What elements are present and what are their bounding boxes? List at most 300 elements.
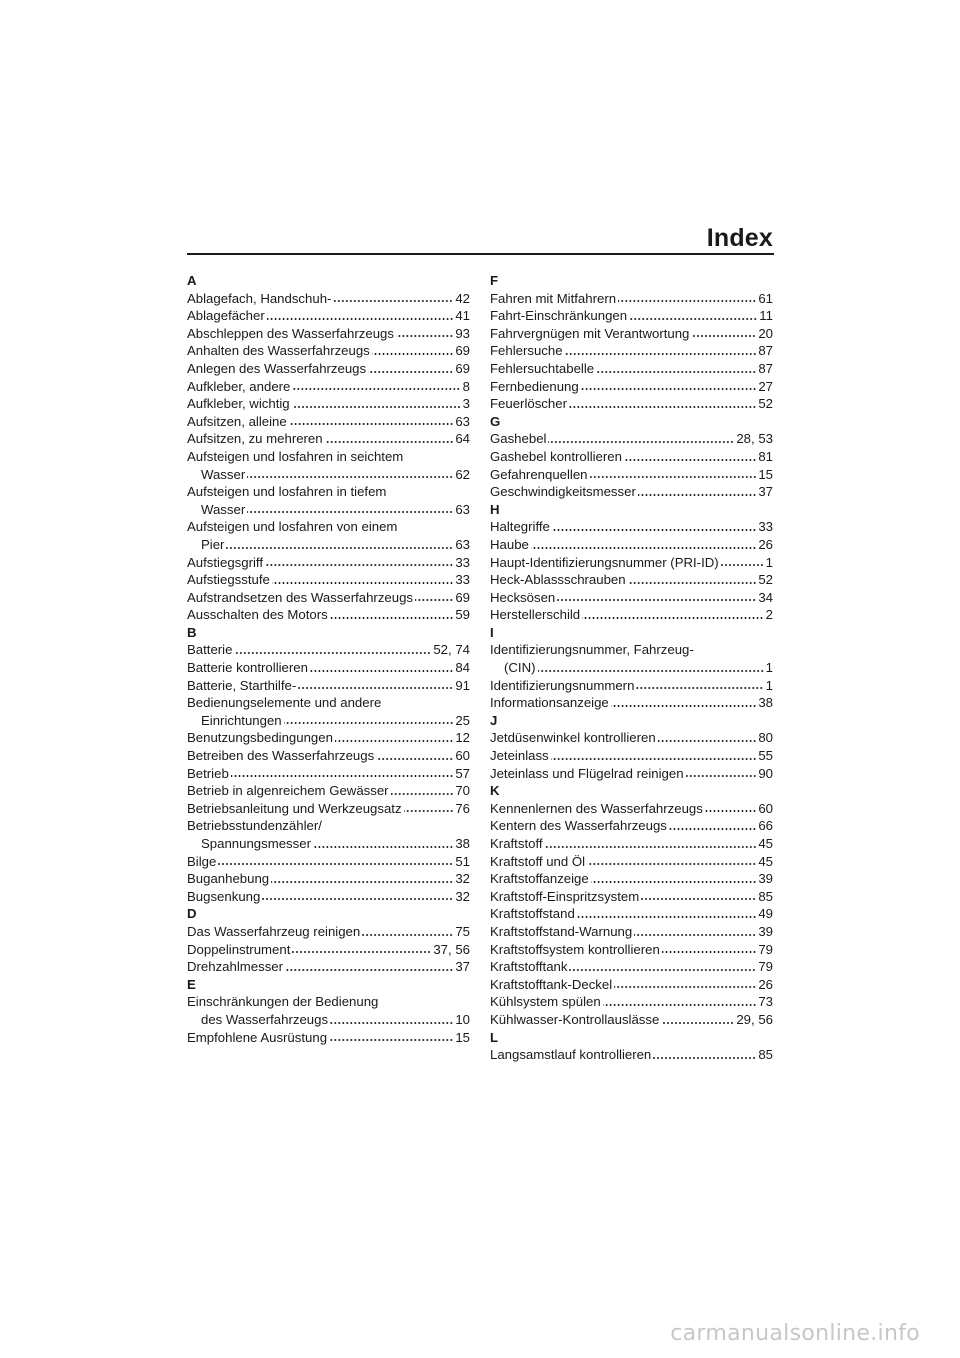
index-page-ref: 38 — [455, 836, 470, 851]
index-page-ref: 29, 56 — [736, 1011, 773, 1027]
index-page-ref: 49 — [758, 906, 773, 922]
index-page-ref: 61 — [758, 290, 773, 306]
dot-leader — [569, 405, 756, 409]
index-page-ref: 37 — [758, 484, 773, 500]
index-term: Aufsitzen, alleine — [187, 413, 287, 429]
index-entry — [490, 378, 773, 396]
index-term: Kennenlernen des Wasserfahrzeugs — [490, 800, 703, 816]
index-entry — [187, 782, 470, 800]
dot-leader — [247, 510, 453, 514]
index-term: Anlegen des Wasserfahrzeugs — [187, 360, 367, 376]
index-page-ref: 69 — [455, 589, 470, 605]
index-page-ref: 91 — [455, 677, 470, 693]
index-letter-heading: J — [490, 712, 498, 728]
index-letter-heading: K — [490, 783, 500, 799]
index-entry — [187, 800, 470, 818]
index-entry — [490, 800, 773, 818]
index-term: Betreiben des Wasserfahrzeugs — [187, 748, 375, 764]
dot-leader — [335, 739, 453, 743]
dot-leader — [661, 1021, 734, 1025]
index-term: Geschwindigkeitsmesser — [490, 484, 636, 500]
index-entry — [187, 659, 470, 677]
index-term: Abschleppen des Wasserfahrzeugs — [187, 325, 394, 341]
index-page-ref: 87 — [758, 360, 773, 376]
dot-leader — [298, 686, 453, 690]
dot-leader — [285, 968, 453, 972]
index-entry — [187, 765, 470, 783]
index-term: Kraftstoffstand-Warnung — [490, 923, 633, 939]
index-page-ref: 87 — [758, 343, 773, 359]
index-page-ref: 25 — [455, 712, 470, 728]
index-entry — [490, 870, 773, 888]
index-entry — [187, 571, 470, 589]
index-term: Betriebsanleitung und Werkzeugsatz — [187, 800, 402, 816]
index-entry — [490, 307, 773, 325]
dot-leader — [271, 880, 453, 884]
index-entry — [490, 747, 773, 765]
index-term: Bilge — [187, 853, 217, 869]
dot-leader — [415, 598, 453, 602]
dot-leader — [292, 950, 431, 954]
dot-leader — [292, 387, 460, 391]
index-term: Haltegriffe — [490, 519, 550, 535]
index-term: Buganhebung — [187, 871, 270, 887]
index-page-ref: 85 — [758, 888, 773, 904]
index-page-ref: 33 — [758, 519, 773, 535]
dot-leader — [591, 880, 757, 884]
index-term: Betrieb — [187, 765, 229, 781]
index-letter-heading: A — [187, 273, 197, 288]
index-entry — [490, 817, 773, 835]
dot-leader — [376, 757, 453, 761]
index-entry — [187, 378, 470, 396]
index-page-ref: 64 — [455, 431, 470, 447]
index-term: Identifizierungsnummer, Fahrzeug- — [490, 642, 694, 658]
index-entry — [490, 888, 773, 906]
index-entry — [490, 941, 773, 959]
index-page-ref: 73 — [758, 994, 773, 1010]
index-entry — [187, 413, 470, 431]
dot-leader — [292, 405, 461, 409]
index-term-continuation: Wasser — [201, 501, 246, 517]
dot-leader — [545, 845, 757, 849]
index-page-ref: 37, 56 — [433, 941, 470, 957]
index-entry — [490, 589, 773, 607]
index-term: Das Wasserfahrzeug reinigen — [187, 923, 361, 939]
dot-leader — [262, 897, 453, 901]
index-page-ref: 10 — [455, 1011, 470, 1027]
dot-leader — [310, 669, 453, 673]
index-entry — [490, 641, 773, 676]
dot-leader — [551, 757, 757, 761]
index-entry — [490, 536, 773, 554]
dot-leader — [628, 581, 757, 585]
index-term: Fahrt-Einschränkungen — [490, 308, 628, 324]
index-page-ref: 2 — [765, 607, 773, 623]
index-term: Kühlsystem spülen — [490, 994, 601, 1010]
index-term-continuation: Wasser — [201, 466, 246, 482]
dot-leader — [596, 370, 756, 374]
index-column-left — [187, 272, 470, 1046]
index-entry — [187, 729, 470, 747]
index-page-ref: 52 — [758, 396, 773, 412]
index-page-ref: 66 — [758, 818, 773, 834]
index-term: Batterie, Starthilfe- — [187, 677, 297, 693]
index-page-ref: 55 — [758, 748, 773, 764]
dot-leader — [333, 299, 453, 303]
index-term: Ausschalten des Motors — [187, 607, 328, 623]
index-term: Kraftstoffanzeige — [490, 871, 589, 887]
index-entry — [490, 993, 773, 1011]
index-page-ref: 37 — [455, 959, 470, 975]
dot-leader — [267, 317, 454, 321]
dot-leader — [396, 334, 453, 338]
index-page-ref: 93 — [455, 325, 470, 341]
dot-leader — [218, 862, 453, 866]
dot-leader — [638, 493, 756, 497]
index-letter-heading: F — [490, 273, 499, 288]
dot-leader — [313, 845, 453, 849]
index-entry — [490, 325, 773, 343]
index-entry — [187, 325, 470, 343]
index-entry — [187, 589, 470, 607]
index-term: Kraftstofftank-Deckel — [490, 976, 613, 992]
dot-leader — [581, 387, 757, 391]
index-entry — [187, 430, 470, 448]
dot-leader — [325, 440, 454, 444]
index-entry — [490, 554, 773, 572]
dot-leader — [705, 809, 756, 813]
index-page-ref: 1 — [765, 554, 773, 570]
dot-leader — [669, 827, 756, 831]
dot-leader — [231, 774, 454, 778]
index-term: Aufkleber, wichtig — [187, 396, 290, 412]
index-term: Kraftstoffstand — [490, 906, 575, 922]
index-term: Aufsteigen und losfahren von einem — [187, 519, 398, 535]
index-entry — [490, 360, 773, 378]
index-entry — [187, 395, 470, 413]
index-page-ref: 45 — [758, 836, 773, 851]
index-entry — [490, 448, 773, 466]
index-page-ref: 27 — [758, 378, 773, 394]
dot-leader — [577, 915, 757, 919]
dot-leader — [362, 933, 453, 937]
index-page-ref: 51 — [455, 853, 470, 869]
index-page-ref: 59 — [455, 607, 470, 623]
dot-leader — [247, 475, 453, 479]
dot-leader — [404, 809, 454, 813]
index-term: Fehlersuchtabelle — [490, 360, 595, 376]
dot-leader — [548, 440, 734, 444]
index-entry — [187, 677, 470, 695]
dot-leader — [284, 721, 454, 725]
dot-leader — [569, 968, 756, 972]
index-entry — [490, 765, 773, 783]
index-entry — [187, 290, 470, 308]
index-entry — [490, 571, 773, 589]
index-entry — [490, 694, 773, 712]
index-term: Kraftstoffsystem kontrollieren — [490, 941, 660, 957]
index-page-ref: 60 — [455, 748, 470, 764]
index-entry — [490, 606, 773, 624]
index-entry — [187, 694, 470, 729]
index-entry — [187, 870, 470, 888]
index-term: Bedienungselemente und andere — [187, 695, 382, 711]
index-term: Jetdüsenwinkel kontrollieren — [490, 730, 656, 746]
index-term: Aufstiegsstufe — [187, 572, 270, 588]
index-term: Kraftstoff-Einspritzsystem — [490, 888, 640, 904]
index-page-ref: 85 — [758, 1047, 773, 1063]
dot-leader — [662, 950, 757, 954]
index-page-ref: 42 — [455, 290, 470, 306]
index-entry — [187, 1029, 470, 1047]
index-entry — [187, 888, 470, 906]
dot-leader — [629, 317, 757, 321]
index-term: Langsamstlauf kontrollieren — [490, 1047, 652, 1063]
index-term: Batterie — [187, 642, 233, 658]
index-page-ref: 8 — [462, 378, 470, 394]
page-title: Index — [706, 224, 773, 252]
index-entry — [490, 518, 773, 536]
index-entry — [490, 1011, 773, 1029]
index-term: Kentern des Wasserfahrzeugs — [490, 818, 667, 834]
dot-leader — [272, 581, 453, 585]
index-term-continuation: Pier — [201, 536, 225, 552]
index-term: Ablagefächer — [187, 308, 265, 324]
dot-leader — [226, 546, 453, 550]
dot-leader — [641, 897, 756, 901]
index-page-ref: 60 — [758, 800, 773, 816]
watermark: carmanualsonline.info — [670, 1321, 920, 1346]
index-page-ref: 28, 53 — [736, 431, 773, 447]
title-rule — [187, 253, 774, 255]
index-page-ref: 62 — [455, 466, 470, 482]
index-term-continuation: (CIN) — [504, 660, 536, 676]
index-page-ref: 63 — [455, 536, 470, 552]
index-entry — [490, 905, 773, 923]
index-term: Jeteinlass — [490, 748, 549, 764]
index-term: Jeteinlass und Flügelrad reinigen — [490, 765, 684, 781]
index-term: Aufsitzen, zu mehreren — [187, 431, 323, 447]
index-term: Gashebel — [490, 431, 547, 447]
index-column-right — [490, 272, 773, 1064]
index-page-ref: 52, 74 — [433, 642, 470, 658]
dot-leader — [658, 739, 757, 743]
index-term-continuation: Einrichtungen — [201, 712, 282, 728]
index-entry — [187, 360, 470, 378]
index-page-ref: 41 — [455, 308, 470, 324]
index-term: Benutzungsbedingungen — [187, 730, 333, 746]
index-page-ref: 90 — [758, 765, 773, 781]
index-term: Einschränkungen der Bedienung — [187, 994, 379, 1010]
index-page-ref: 15 — [455, 1029, 470, 1045]
index-entry — [187, 958, 470, 976]
index-term: Aufstrandsetzen des Wasserfahrzeugs — [187, 589, 414, 605]
dot-leader — [265, 563, 453, 567]
index-entry — [490, 483, 773, 501]
index-entry — [490, 395, 773, 413]
index-entry — [490, 1046, 773, 1064]
index-term: Informationsanzeige — [490, 695, 609, 711]
index-term: Betriebsstundenzähler/ — [187, 818, 322, 834]
index-term: Kraftstoff und Öl — [490, 853, 586, 869]
index-page-ref: 1 — [765, 677, 773, 693]
dot-leader — [691, 334, 756, 338]
index-term: Hecksösen — [490, 589, 556, 605]
index-entry — [187, 747, 470, 765]
index-page-ref: 69 — [455, 343, 470, 359]
index-page-ref: 79 — [758, 941, 773, 957]
index-page-ref: 33 — [455, 572, 470, 588]
index-letter-heading: L — [490, 1029, 499, 1045]
index-term: Gashebel kontrollieren — [490, 448, 622, 464]
index-entry — [490, 976, 773, 994]
index-term: Drehzahlmesser — [187, 959, 284, 975]
index-entry — [187, 448, 470, 483]
index-entry — [187, 342, 470, 360]
dot-leader — [636, 686, 763, 690]
index-term: Kraftstofftank — [490, 959, 568, 975]
index-entry — [490, 430, 773, 448]
dot-leader — [603, 1003, 757, 1007]
dot-leader — [614, 985, 756, 989]
dot-leader — [618, 299, 756, 303]
index-term: Aufstiegsgriff — [187, 554, 263, 570]
index-letter-heading: G — [490, 413, 501, 429]
dot-leader — [531, 546, 756, 550]
index-page-ref: 57 — [455, 765, 470, 781]
dot-leader — [234, 651, 431, 655]
index-term: Doppelinstrument — [187, 941, 291, 957]
dot-leader — [624, 458, 756, 462]
index-term: Ablagefach, Handschuh- — [187, 290, 332, 306]
index-term-continuation: Spannungsmesser — [201, 836, 311, 851]
dot-leader — [330, 1021, 453, 1025]
index-page-ref: 33 — [455, 554, 470, 570]
index-letter-heading: E — [187, 976, 196, 992]
index-term: Batterie kontrollieren — [187, 660, 308, 676]
index-entry — [187, 941, 470, 959]
index-entry — [187, 518, 470, 553]
index-page-ref: 20 — [758, 325, 773, 341]
index-term: Bugsenkung — [187, 888, 261, 904]
index-term: Fehlersuche — [490, 343, 563, 359]
index-term: Fahrvergnügen mit Verantwortung — [490, 325, 690, 341]
index-page-ref: 26 — [758, 976, 773, 992]
index-page-ref: 39 — [758, 923, 773, 939]
index-page-ref: 32 — [455, 871, 470, 887]
index-entry — [490, 958, 773, 976]
index-page-ref: 69 — [455, 360, 470, 376]
dot-leader — [330, 616, 454, 620]
index-term: Aufkleber, andere — [187, 378, 291, 394]
index-page-ref: 63 — [455, 413, 470, 429]
dot-leader — [538, 669, 764, 673]
index-term: Empfohlene Ausrüstung — [187, 1029, 328, 1045]
index-entry — [490, 466, 773, 484]
index-page-ref: 12 — [455, 730, 470, 746]
index-page-ref: 1 — [765, 660, 773, 676]
index-term: Kühlwasser-Kontrollauslässe — [490, 1011, 660, 1027]
index-page-ref: 75 — [455, 923, 470, 939]
index-entry — [187, 641, 470, 659]
index-term: Aufsteigen und losfahren in tiefem — [187, 484, 387, 500]
dot-leader — [552, 528, 756, 532]
dot-leader — [391, 792, 454, 796]
index-term: Fernbedienung — [490, 378, 579, 394]
index-term: Haube — [490, 536, 529, 552]
index-letter-heading: I — [490, 624, 494, 640]
index-page-ref: 32 — [455, 888, 470, 904]
index-page-ref: 26 — [758, 536, 773, 552]
index-entry — [187, 554, 470, 572]
index-page-ref: 15 — [758, 466, 773, 482]
index-term: Aufsteigen und losfahren in seichtem — [187, 448, 404, 464]
index-entry — [490, 729, 773, 747]
index-entry — [490, 290, 773, 308]
dot-leader — [686, 774, 757, 778]
index-term: Anhalten des Wasserfahrzeugs — [187, 343, 370, 359]
index-entry — [490, 835, 773, 853]
index-term: Fahren mit Mitfahrern — [490, 290, 617, 306]
index-term: Herstellerschild — [490, 607, 581, 623]
index-term: Betrieb in algenreichem Gewässer — [187, 783, 389, 799]
index-entry — [490, 677, 773, 695]
dot-leader — [329, 1038, 453, 1042]
index-letter-heading: D — [187, 906, 197, 922]
index-page-ref: 70 — [455, 783, 470, 799]
index-page-ref: 11 — [759, 308, 773, 324]
dot-leader — [634, 933, 756, 937]
index-page-ref: 80 — [758, 730, 773, 746]
index-page-ref: 3 — [462, 396, 470, 412]
index-entry — [187, 483, 470, 518]
dot-leader — [372, 352, 454, 356]
index-entry — [187, 923, 470, 941]
dot-leader — [565, 352, 757, 356]
index-letter-heading: B — [187, 624, 197, 640]
index-entry — [187, 993, 470, 1028]
index-page-ref: 38 — [758, 695, 773, 711]
dot-leader — [289, 422, 454, 426]
index-term: Haupt-Identifizierungsnummer (PRI-ID) — [490, 554, 719, 570]
index-page-ref: 79 — [758, 959, 773, 975]
index-term: Kraftstoff — [490, 836, 543, 851]
dot-leader — [587, 862, 756, 866]
index-letter-heading: H — [490, 501, 500, 517]
index-page-ref: 81 — [758, 448, 773, 464]
dot-leader — [368, 370, 453, 374]
index-page-ref: 84 — [455, 660, 470, 676]
dot-leader — [582, 616, 764, 620]
index-term: Heck-Ablassschrauben — [490, 572, 626, 588]
index-term: Gefahrenquellen — [490, 466, 588, 482]
index-page-ref: 45 — [758, 853, 773, 869]
dot-leader — [721, 563, 764, 567]
dot-leader — [590, 475, 757, 479]
index-page-ref: 34 — [758, 589, 773, 605]
index-entry — [187, 307, 470, 325]
index-entry — [490, 853, 773, 871]
index-entry — [187, 853, 470, 871]
index-page-ref: 52 — [758, 572, 773, 588]
index-term-continuation: des Wasserfahrzeugs — [201, 1011, 329, 1027]
dot-leader — [653, 1056, 756, 1060]
dot-leader — [611, 704, 757, 708]
dot-leader — [557, 598, 756, 602]
index-entry — [187, 817, 470, 852]
index-term: Identifizierungsnummern — [490, 677, 635, 693]
